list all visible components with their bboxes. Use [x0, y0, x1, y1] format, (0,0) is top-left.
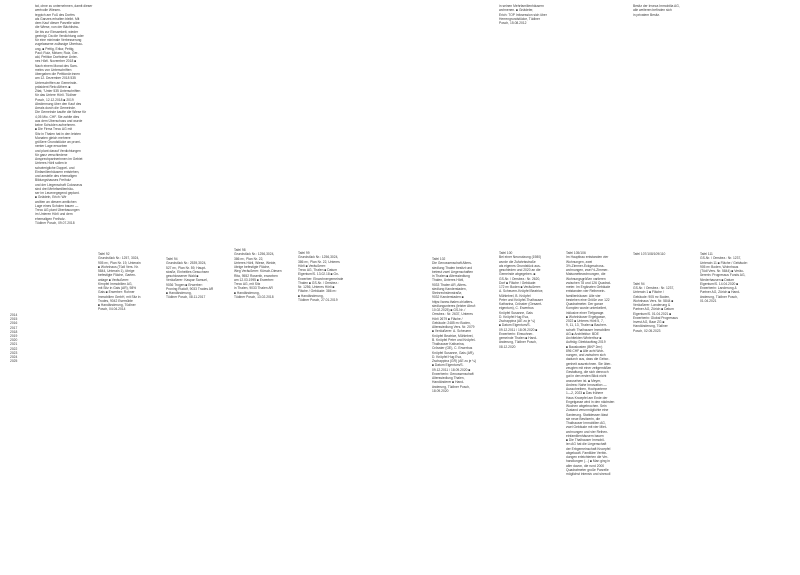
year-label: 2020 — [10, 338, 18, 343]
year-label: 2018 — [10, 329, 18, 334]
year-label: 2025 — [10, 359, 18, 364]
text-column-tafel-111: Tafel 111 GS-Nr. / Omsbez.: Nr. 1237, Unterain 11 ■ Fläche / Gebäude: 905 m² Boden, Wohnhaus (Tüdl Vers. Nr. 5844) ■ Veräu- ßererin: Progressus Funds AG, Niederhausen ■ Datum Eigentum/S. 14.04.2020 ■ Erwerberin: Landerung & Partner AG, Zürich ■ Hand- änderung, Tüdlner Posch, 01.04.2021 — [700, 252, 748, 303]
text-column-tafel-92: Tafel 92 Grundstück Nr.: 1257, 3024, 905 m², Plan Nr. 19, Unterain ■ Wohnhaus (Tüdl Vers. Nr. 5844, Unterain 1), übrige befestigte Fläche, Garten- anlage ■ Veräußerer: Kirnpfel Immobilien AG, mit Sitz in Gais (AR), 98% Gais ■ Erwerber: Rohner Immobilien GmbH, mit Sitz in Trodes, 9042 Esemüble ■ Handänderung, Tüdlner Posch, 04.04.2014 — [98, 252, 141, 312]
text-column-top-besitz: Besitz der Inveca Immobilia AG, alle weiteren befinden sich in privatem Besitz. — [633, 4, 680, 17]
text-column-tafel-94: Tafel 94 Grundstück Nr.: 2539,3024, 527 m², Plan Nr. 59, Haupt- straße, Einheitles Gesuchsen geschlossener Wald ■ Veräußerer: Kaspar Samuel, 9036 Trogen ■ Erwerber: Proning Rudolf, 9033 Trodes AR ■ Handänderung, Tüdlner Posch, 08.11.2017 — [166, 257, 214, 300]
year-label: 2023 — [10, 350, 18, 355]
year-label: 2022 — [10, 346, 18, 351]
year-index — [10, 313, 17, 363]
year-label: 2015 — [10, 317, 18, 322]
year-label: 2014 — [10, 313, 18, 317]
text-column-top-note: in seinen Mehrfamilienhäusern wohnenen. ■ Gnädeler, Erich: TOP Infosession sich über Herrengrundstücke, Tüdlner Posch, 15.08.2012 — [499, 4, 547, 25]
text-column-tafel-107: Tafel 107/108/109/110 Tafel 94 GS-Nr. / Omsbez.: Nr. 1237, Unterain 1 ■ Fläche / Gebäude: 905 m² Boden, Wohnhaus Vers. Nr. 5844 ■ Veräußerer: Landerung & Partner AG, Zürich ■ Datum Eigentum/S. 01.04.2021 ■ Erwerberin: Global Progressus Invest AG, Baar ZG ■ Handänderung, Tüdlner Posch, 02.05.2023 — [633, 252, 678, 333]
year-label: 2021 — [10, 342, 18, 347]
text-column-petition: tat, ohne zu unternehmen, damit dieser wertvolle Wiesen- teppich am Fuß des Dorfes als Ganzes erhalten bleibt. Mit dem Kauf dieser Parzelle wäre die Wiese, von der Bächlistra- ße bis zur Einsamkeit, wieder geeinigt. Da die Verdichtung oder für eine minimale Verbesserung zugelassene zulässige Überbau- ung, ■ Pettig, Erika; Pettig, Paul; Ruiz, Miriam; Ruiz, Ger- ald, Petition Dorfwiese Unter- nes Hörli. November 2018 ■ Nach einem Monat des Sam- melns von Unterschriften übergaben die Petitionär:innen am 12. Dezember 2018 535 Unterschriften an Gemeinde- präsident Reto Altherr. ■ Zitat, "Unter 535 Unterschriften für das Untere Hörli. Tüdlner Posch, 12.12.2018 ■ 2019 Abstimmung über den Kauf des Areals durch die Gemeinde. Die Gemeinde kaufte die Wiese für 4,05 Mio. CHF. Sie zahlte dies aus dem Überschuss und wurde keine Schulden aufnehmen. ■ Die Firma Trecc AG mit Sitz in Thalen hat in den letzten Monaten gleich mehrere größere Grundstücke an promi- nenter Lage erworben und plant darauf Verdichtungen für ganz verschiedene Ansprechpartnerinnen im Gebiet Unteres Hörli sollen in schwierigliche Doppel- und Einfamilienhäusern entstehen, und anstelle des ehemaligen Bildungshauses Freiholz und der Liegenschaft Colosseus sind drei Mehrfamilienhäu- ser im Leuenegegend geplant. ■ Gnädeln, Erich: Wir wollten an diesem amtlichen Lage eines Scholen bauen — Trecc AG plant Überbauungen im Unteren Hörli und dem ehemaligen Freiholz. Tüdlner Posch, 09.07.2018 — [35, 4, 93, 225]
text-column-tafel-100: Tafel 100 Bei einer Neunutzung (1980) wurde die Zufahrtsstraße als eigenes Grundstück aus- geschieden und 2020 an die Gemeinde abgegeben. ■ GS-Nr. / Omsbez.: Nr. 2620, Dorf ■ Fläche / Gebäude: 172 m² Boden ■ Veräußerer: A. Scheuern-Knöpfel Beatrice, Mühlebrel, B. Knöpfel Peter und Knöpfel-Thalhauser Katharina, Crösster (Gesamt- eigentum), C. Erwerbus Knöpfel Susanne, Gais D. Knöpfel Hug Eva, Zschappina (AE zu je ¼) ■ Datum Eigentum/S. 09.12.2011 / 18.09.2020 ■ Erwerberin: Einwohner- gemeinde Thalen ■ Hand- änderung, Tüdlner Posch, 08.12.2020 — [499, 251, 544, 349]
text-column-tafel-99: Tafel 99 Grundstück Nr.: 1256,3024, 386 m², Plan Nr. 22, Unteres Hörli ■ Veräußerer: Trecc AG, Thalen ■ Datum Eigentum/S. 13.02.18 ■ Gn- Erwerber: Einwohnergemeinde Thalen ■ GS-Nr. / Omsbez.: Nr. 1256, Unteres Hörli ■ Fläche / Gebäude: 386 m² ■ Handänderung, Tüdlner Posch, 27.01.2019 — [298, 251, 344, 302]
year-label: 2024 — [10, 355, 18, 360]
year-label: 2016 — [10, 321, 18, 326]
year-label: 2019 — [10, 334, 18, 339]
year-label: 2017 — [10, 325, 18, 330]
text-column-tafel-105: Tafel 105/106 Im Hauptbau entstanden vier Wohnungen, zwei 3½-Zimmer-Eckgeschoss- wohnungen, zwei ½-Zimmer- Maisonettewohnungen, die Wohnungsgrößen variieren zwischen 78 und 126 Quadrat- meter. Im Ergänzten Gebäude entstanden vier Reihenein- familienhäuser. Alle vier bestehen eine Größe von 122 Quadratmeter. Der ganze Komplex wurde unterkellert, inklusive einer Tiefgarage. ■ Wohnhäuser Ergelgasse, 2022 ■ Unteres Hörli 5, 7, 9, 11, 13, Thalen ■ Bauherr- schaft: Thalhauser Immobilien AG ■ Architektur: BDE Architekten Winterthur ■ Aufträg: Direktauftrag 2019 ■ Bauskosten (BKP 2m²) 896 CHF ■ Alle acht Woh- nungen, und zwischen sich dadurch aus, dass die Gebor- genheit auszeichnen. Sie über- zeugten mit einer zeitgemäßen Gestaltung, die sich dennoch gut in den ersten Blick nicht anzusehen ist. ■ Meyer, Andrea: Nahe Innovation — Ausschreiben, Hochparterre 1—2, 2023 ■ Das frühere Haus Knoepfel am Ende der Engelgasse wird in den nächsten Wochen abgebrochen. Sein Zustand verunmöglichte eine Sanierung. Stattdessen lässt sie neue Besitzerin, die Thalhauser Immobilien AG, zwei Gebäude mit vier Miet- wohnungen und vier Reihen- einfamilienhäusern bauen ■ Die Thalhauser Immobil- ien AG hat die Liegenschaft der Erbgemeinschaft Knoepfel abgekauft. Familiäre Verbin- dungen erleichterten die Ver- handlungen (...) ■ Man ging in aller davon, die rund 2000 Quadratmeter große Parzelle möglichst intensiv und sinnvoll — [566, 251, 615, 476]
text-column-tafel-98: Tafel 98 Grundstück Nr.: 1256,3024, 386 m², Plan Nr. 22, Unteres Hörli, Wiese, Weide, übrige befestigte Fläche, Weg Veräußerer: Kürsch-Diesen Rita, 9552 Rosenth, erworben am 12.03.1995 ■ Erwerber: Trecc AG, mit Sitz in Thalen, 9033 Thalen AR ■ Handänderung, Tüdlner Posch, 13.02.2018 — [234, 248, 282, 299]
text-column-tafel-102: Tafel 102 Die Genossenschaft Alters- siedlung Thalen besitzt und betreut zwei Liegenschaften in Thalen ■ Alterssiedlung Thalen, Unteres Hörli, 9033 Thalen AR, Alters- siedlung Kanderstaden, Steinrechslenstraße, 9032 Kanderstaden ■ https://www.thalen.ch/alters- siedlungunteres (letzter Abruf: 10.02.2025) ■ GS-Nr. / Omsbez.: Nr. 2637, Unteres Hörli 2679 ■ Fläche / Gebäude: 2485 m² Boden, Alterssiedlung Vers. Nr. 2079 ■ Veräußerer: A. Scheuern Knöpfel Beatrice, Mühlebrel, B. Knöpfel Peter und Knöpfel- Thalhauser Katharina, Crösster (GE), C. Erwerbus Knöpfel Susanne, Gais (AR), D. Knöpfel Hug Eva, Zschappina (GR) (AE zu je ¼) ■ Datum Eigentum/S. 09.12.2011 / 18.09.2020 ■ Erwerberin: Genossenschaft Alterssiedlung Thalen, Handänderer ■ Hand- änderung, Tüdlner Posch, 18.09.2020 — [432, 257, 477, 393]
